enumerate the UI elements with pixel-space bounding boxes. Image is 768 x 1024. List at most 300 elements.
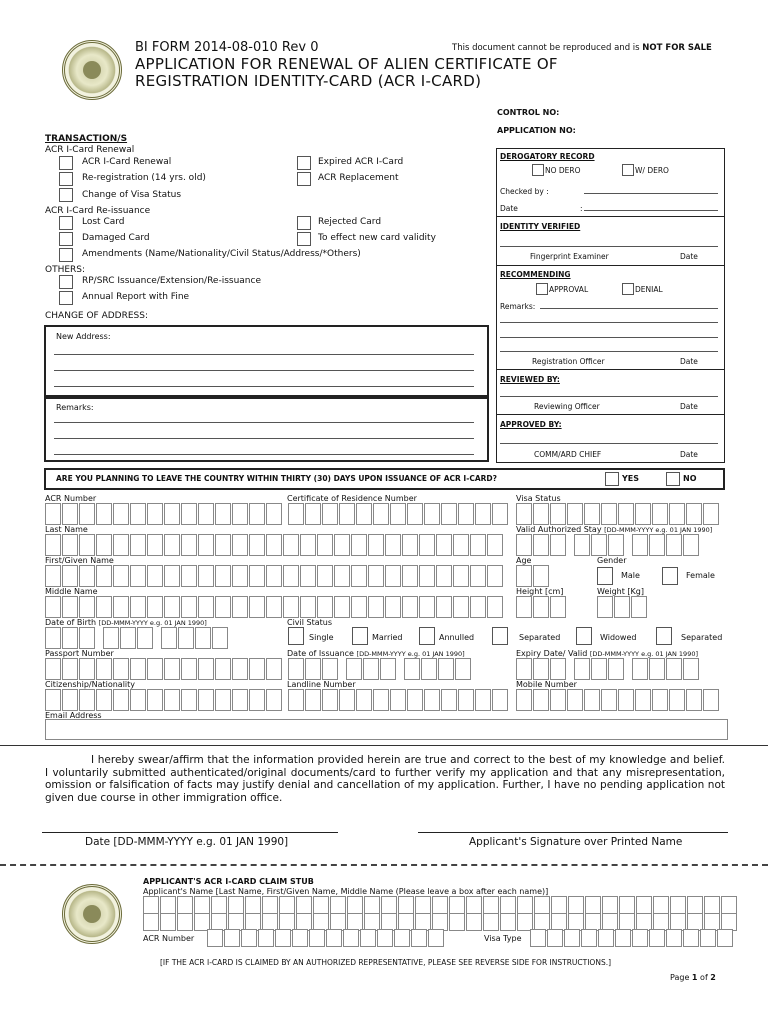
char-box[interactable]: [266, 658, 282, 680]
char-box[interactable]: [533, 596, 549, 618]
char-box[interactable]: [96, 689, 112, 711]
char-box[interactable]: [407, 503, 423, 525]
char-box[interactable]: [377, 929, 393, 947]
char-box[interactable]: [45, 627, 61, 649]
char-box[interactable]: [130, 503, 146, 525]
email-input[interactable]: [45, 719, 728, 740]
char-box[interactable]: [347, 896, 363, 914]
issuance-input[interactable]: [288, 658, 472, 680]
char-box[interactable]: [147, 689, 163, 711]
char-box[interactable]: [79, 565, 95, 587]
char-box[interactable]: [198, 565, 214, 587]
char-box[interactable]: [181, 565, 197, 587]
char-box[interactable]: [449, 896, 465, 914]
rp-src-checkbox[interactable]: [59, 275, 73, 289]
char-box[interactable]: [652, 689, 668, 711]
char-box[interactable]: [363, 658, 379, 680]
married-checkbox[interactable]: [352, 627, 368, 645]
char-box[interactable]: [137, 627, 153, 649]
char-box[interactable]: [591, 534, 607, 556]
female-checkbox[interactable]: [662, 567, 678, 585]
char-box[interactable]: [385, 534, 401, 556]
char-box[interactable]: [411, 929, 427, 947]
char-box[interactable]: [402, 534, 418, 556]
char-box[interactable]: [232, 658, 248, 680]
char-box[interactable]: [649, 658, 665, 680]
char-box[interactable]: [339, 689, 355, 711]
char-box[interactable]: [45, 503, 61, 525]
char-box[interactable]: [652, 503, 668, 525]
char-box[interactable]: [432, 896, 448, 914]
char-box[interactable]: [313, 896, 329, 914]
char-box[interactable]: [249, 596, 265, 618]
char-box[interactable]: [455, 658, 471, 680]
char-box[interactable]: [632, 929, 648, 947]
char-box[interactable]: [666, 929, 682, 947]
char-box[interactable]: [164, 658, 180, 680]
char-box[interactable]: [147, 596, 163, 618]
char-box[interactable]: [292, 929, 308, 947]
char-box[interactable]: [487, 596, 503, 618]
widowed-checkbox[interactable]: [576, 627, 592, 645]
char-box[interactable]: [198, 534, 214, 556]
char-box[interactable]: [147, 503, 163, 525]
age-input[interactable]: [516, 565, 550, 587]
single-checkbox[interactable]: [288, 627, 304, 645]
approval-checkbox[interactable]: [536, 283, 548, 295]
char-box[interactable]: [703, 689, 719, 711]
char-box[interactable]: [113, 689, 129, 711]
char-box[interactable]: [79, 534, 95, 556]
char-box[interactable]: [686, 689, 702, 711]
char-box[interactable]: [398, 896, 414, 914]
char-box[interactable]: [266, 596, 282, 618]
visa-status-input[interactable]: [516, 503, 720, 525]
char-box[interactable]: [266, 503, 282, 525]
char-box[interactable]: [181, 534, 197, 556]
char-box[interactable]: [279, 896, 295, 914]
char-box[interactable]: [45, 565, 61, 587]
char-box[interactable]: [458, 503, 474, 525]
char-box[interactable]: [550, 534, 566, 556]
char-box[interactable]: [368, 534, 384, 556]
char-box[interactable]: [608, 534, 624, 556]
char-box[interactable]: [438, 658, 454, 680]
char-box[interactable]: [547, 929, 563, 947]
char-box[interactable]: [449, 913, 465, 931]
landline-input[interactable]: [288, 689, 509, 711]
char-box[interactable]: [309, 929, 325, 947]
char-box[interactable]: [96, 658, 112, 680]
char-box[interactable]: [322, 658, 338, 680]
char-box[interactable]: [262, 896, 278, 914]
char-box[interactable]: [198, 658, 214, 680]
char-box[interactable]: [351, 565, 367, 587]
char-box[interactable]: [704, 896, 720, 914]
char-box[interactable]: [143, 913, 159, 931]
expired-checkbox[interactable]: [297, 156, 311, 170]
char-box[interactable]: [317, 534, 333, 556]
char-box[interactable]: [585, 896, 601, 914]
char-box[interactable]: [62, 565, 78, 587]
char-box[interactable]: [666, 658, 682, 680]
char-box[interactable]: [653, 896, 669, 914]
char-box[interactable]: [683, 929, 699, 947]
char-box[interactable]: [266, 565, 282, 587]
char-box[interactable]: [483, 896, 499, 914]
char-box[interactable]: [567, 689, 583, 711]
char-box[interactable]: [79, 596, 95, 618]
char-box[interactable]: [581, 929, 597, 947]
char-box[interactable]: [373, 689, 389, 711]
char-box[interactable]: [283, 565, 299, 587]
char-box[interactable]: [130, 534, 146, 556]
stub-visa-input[interactable]: [530, 929, 734, 947]
char-box[interactable]: [339, 503, 355, 525]
char-box[interactable]: [419, 534, 435, 556]
char-box[interactable]: [62, 596, 78, 618]
char-box[interactable]: [305, 689, 321, 711]
char-box[interactable]: [258, 929, 274, 947]
char-box[interactable]: [721, 896, 737, 914]
char-box[interactable]: [113, 565, 129, 587]
char-box[interactable]: [351, 596, 367, 618]
char-box[interactable]: [415, 896, 431, 914]
char-box[interactable]: [249, 689, 265, 711]
char-box[interactable]: [649, 929, 665, 947]
char-box[interactable]: [317, 565, 333, 587]
char-box[interactable]: [296, 896, 312, 914]
dob-input[interactable]: [45, 627, 229, 649]
char-box[interactable]: [96, 565, 112, 587]
char-box[interactable]: [96, 534, 112, 556]
char-box[interactable]: [300, 534, 316, 556]
char-box[interactable]: [283, 596, 299, 618]
valid-stay-input[interactable]: [516, 534, 700, 556]
char-box[interactable]: [470, 565, 486, 587]
char-box[interactable]: [113, 503, 129, 525]
char-box[interactable]: [492, 503, 508, 525]
char-box[interactable]: [305, 503, 321, 525]
char-box[interactable]: [533, 534, 549, 556]
char-box[interactable]: [103, 627, 119, 649]
replacement-checkbox[interactable]: [297, 172, 311, 186]
char-box[interactable]: [601, 503, 617, 525]
char-box[interactable]: [380, 658, 396, 680]
char-box[interactable]: [632, 534, 648, 556]
char-box[interactable]: [687, 896, 703, 914]
char-box[interactable]: [346, 658, 362, 680]
acr-renewal-checkbox[interactable]: [59, 156, 73, 170]
char-box[interactable]: [390, 689, 406, 711]
char-box[interactable]: [534, 896, 550, 914]
char-box[interactable]: [130, 658, 146, 680]
acr-number-input[interactable]: [45, 503, 283, 525]
char-box[interactable]: [164, 596, 180, 618]
char-box[interactable]: [45, 534, 61, 556]
male-checkbox[interactable]: [597, 567, 613, 585]
damaged-card-checkbox[interactable]: [59, 232, 73, 246]
char-box[interactable]: [211, 896, 227, 914]
char-box[interactable]: [195, 627, 211, 649]
char-box[interactable]: [390, 503, 406, 525]
char-box[interactable]: [601, 689, 617, 711]
separated-checkbox[interactable]: [492, 627, 508, 645]
char-box[interactable]: [322, 503, 338, 525]
char-box[interactable]: [533, 565, 549, 587]
separated2-checkbox[interactable]: [656, 627, 672, 645]
char-box[interactable]: [373, 503, 389, 525]
char-box[interactable]: [160, 913, 176, 931]
char-box[interactable]: [79, 627, 95, 649]
char-box[interactable]: [62, 658, 78, 680]
char-box[interactable]: [130, 689, 146, 711]
char-box[interactable]: [475, 689, 491, 711]
char-box[interactable]: [120, 627, 136, 649]
char-box[interactable]: [407, 689, 423, 711]
first-name-input[interactable]: [45, 565, 504, 587]
rejected-checkbox[interactable]: [297, 216, 311, 230]
char-box[interactable]: [164, 503, 180, 525]
char-box[interactable]: [670, 896, 686, 914]
char-box[interactable]: [322, 689, 338, 711]
char-box[interactable]: [602, 896, 618, 914]
char-box[interactable]: [584, 689, 600, 711]
char-box[interactable]: [181, 503, 197, 525]
char-box[interactable]: [147, 565, 163, 587]
expiry-input[interactable]: [516, 658, 700, 680]
char-box[interactable]: [181, 658, 197, 680]
char-box[interactable]: [317, 596, 333, 618]
annual-report-checkbox[interactable]: [59, 291, 73, 305]
char-box[interactable]: [475, 503, 491, 525]
char-box[interactable]: [703, 503, 719, 525]
weight-input[interactable]: [597, 596, 648, 618]
char-box[interactable]: [232, 689, 248, 711]
char-box[interactable]: [283, 534, 299, 556]
char-box[interactable]: [666, 534, 682, 556]
char-box[interactable]: [470, 596, 486, 618]
char-box[interactable]: [487, 534, 503, 556]
char-box[interactable]: [470, 534, 486, 556]
char-box[interactable]: [500, 896, 516, 914]
char-box[interactable]: [212, 627, 228, 649]
char-box[interactable]: [245, 896, 261, 914]
char-box[interactable]: [436, 534, 452, 556]
char-box[interactable]: [564, 929, 580, 947]
char-box[interactable]: [198, 689, 214, 711]
char-box[interactable]: [441, 689, 457, 711]
char-box[interactable]: [164, 565, 180, 587]
char-box[interactable]: [96, 596, 112, 618]
char-box[interactable]: [717, 929, 733, 947]
char-box[interactable]: [516, 658, 532, 680]
char-box[interactable]: [550, 596, 566, 618]
char-box[interactable]: [516, 503, 532, 525]
char-box[interactable]: [305, 658, 321, 680]
char-box[interactable]: [249, 565, 265, 587]
char-box[interactable]: [130, 596, 146, 618]
char-box[interactable]: [402, 565, 418, 587]
char-box[interactable]: [79, 658, 95, 680]
denial-checkbox[interactable]: [622, 283, 634, 295]
annulled-checkbox[interactable]: [419, 627, 435, 645]
middle-name-input[interactable]: [45, 596, 504, 618]
char-box[interactable]: [424, 689, 440, 711]
char-box[interactable]: [360, 929, 376, 947]
char-box[interactable]: [288, 658, 304, 680]
char-box[interactable]: [249, 534, 265, 556]
char-box[interactable]: [228, 896, 244, 914]
char-box[interactable]: [215, 534, 231, 556]
char-box[interactable]: [275, 929, 291, 947]
char-box[interactable]: [207, 929, 223, 947]
char-box[interactable]: [198, 503, 214, 525]
char-box[interactable]: [649, 534, 665, 556]
char-box[interactable]: [424, 503, 440, 525]
char-box[interactable]: [635, 689, 651, 711]
char-box[interactable]: [147, 534, 163, 556]
char-box[interactable]: [436, 596, 452, 618]
char-box[interactable]: [45, 596, 61, 618]
char-box[interactable]: [356, 689, 372, 711]
char-box[interactable]: [288, 503, 304, 525]
char-box[interactable]: [700, 929, 716, 947]
char-box[interactable]: [574, 658, 590, 680]
char-box[interactable]: [550, 658, 566, 680]
height-input[interactable]: [516, 596, 567, 618]
w-dero-checkbox[interactable]: [622, 164, 634, 176]
char-box[interactable]: [618, 503, 634, 525]
char-box[interactable]: [181, 689, 197, 711]
char-box[interactable]: [551, 896, 567, 914]
char-box[interactable]: [567, 503, 583, 525]
char-box[interactable]: [45, 689, 61, 711]
char-box[interactable]: [453, 534, 469, 556]
char-box[interactable]: [669, 689, 685, 711]
char-box[interactable]: [113, 658, 129, 680]
char-box[interactable]: [330, 896, 346, 914]
char-box[interactable]: [550, 503, 566, 525]
last-name-input[interactable]: [45, 534, 504, 556]
char-box[interactable]: [266, 689, 282, 711]
char-box[interactable]: [164, 689, 180, 711]
char-box[interactable]: [487, 565, 503, 587]
re-registration-checkbox[interactable]: [59, 172, 73, 186]
char-box[interactable]: [300, 565, 316, 587]
char-box[interactable]: [249, 658, 265, 680]
char-box[interactable]: [351, 534, 367, 556]
char-box[interactable]: [683, 534, 699, 556]
char-box[interactable]: [249, 503, 265, 525]
char-box[interactable]: [385, 565, 401, 587]
char-box[interactable]: [356, 503, 372, 525]
lost-card-checkbox[interactable]: [59, 216, 73, 230]
char-box[interactable]: [394, 929, 410, 947]
char-box[interactable]: [533, 658, 549, 680]
stub-acr-input[interactable]: [207, 929, 445, 947]
no-dero-checkbox[interactable]: [532, 164, 544, 176]
char-box[interactable]: [381, 896, 397, 914]
char-box[interactable]: [232, 534, 248, 556]
char-box[interactable]: [198, 596, 214, 618]
char-box[interactable]: [568, 896, 584, 914]
char-box[interactable]: [177, 913, 193, 931]
char-box[interactable]: [492, 689, 508, 711]
char-box[interactable]: [181, 596, 197, 618]
mobile-input[interactable]: [516, 689, 720, 711]
char-box[interactable]: [453, 596, 469, 618]
char-box[interactable]: [683, 658, 699, 680]
char-box[interactable]: [419, 565, 435, 587]
change-visa-checkbox[interactable]: [59, 188, 73, 202]
char-box[interactable]: [636, 896, 652, 914]
char-box[interactable]: [334, 596, 350, 618]
char-box[interactable]: [215, 689, 231, 711]
char-box[interactable]: [160, 896, 176, 914]
char-box[interactable]: [591, 658, 607, 680]
char-box[interactable]: [608, 658, 624, 680]
char-box[interactable]: [466, 913, 482, 931]
char-box[interactable]: [402, 596, 418, 618]
char-box[interactable]: [194, 896, 210, 914]
char-box[interactable]: [178, 627, 194, 649]
char-box[interactable]: [113, 534, 129, 556]
char-box[interactable]: [130, 565, 146, 587]
char-box[interactable]: [632, 658, 648, 680]
char-box[interactable]: [584, 503, 600, 525]
char-box[interactable]: [215, 596, 231, 618]
char-box[interactable]: [686, 503, 702, 525]
char-box[interactable]: [79, 689, 95, 711]
passport-input[interactable]: [45, 658, 283, 680]
char-box[interactable]: [266, 534, 282, 556]
char-box[interactable]: [215, 565, 231, 587]
char-box[interactable]: [385, 596, 401, 618]
char-box[interactable]: [334, 534, 350, 556]
char-box[interactable]: [516, 596, 532, 618]
char-box[interactable]: [533, 689, 549, 711]
char-box[interactable]: [533, 503, 549, 525]
char-box[interactable]: [517, 896, 533, 914]
char-box[interactable]: [147, 658, 163, 680]
no-checkbox[interactable]: [666, 472, 680, 486]
char-box[interactable]: [404, 658, 420, 680]
char-box[interactable]: [232, 503, 248, 525]
char-box[interactable]: [516, 689, 532, 711]
stub-name-input-row1[interactable]: [143, 896, 738, 914]
char-box[interactable]: [215, 503, 231, 525]
citizenship-input[interactable]: [45, 689, 283, 711]
char-box[interactable]: [79, 503, 95, 525]
char-box[interactable]: [368, 565, 384, 587]
char-box[interactable]: [364, 896, 380, 914]
char-box[interactable]: [618, 689, 634, 711]
char-box[interactable]: [161, 627, 177, 649]
char-box[interactable]: [62, 689, 78, 711]
char-box[interactable]: [45, 658, 61, 680]
char-box[interactable]: [288, 689, 304, 711]
char-box[interactable]: [300, 596, 316, 618]
char-box[interactable]: [62, 627, 78, 649]
char-box[interactable]: [483, 913, 499, 931]
char-box[interactable]: [598, 929, 614, 947]
char-box[interactable]: [421, 658, 437, 680]
char-box[interactable]: [164, 534, 180, 556]
char-box[interactable]: [458, 689, 474, 711]
effect-validity-checkbox[interactable]: [297, 232, 311, 246]
char-box[interactable]: [343, 929, 359, 947]
